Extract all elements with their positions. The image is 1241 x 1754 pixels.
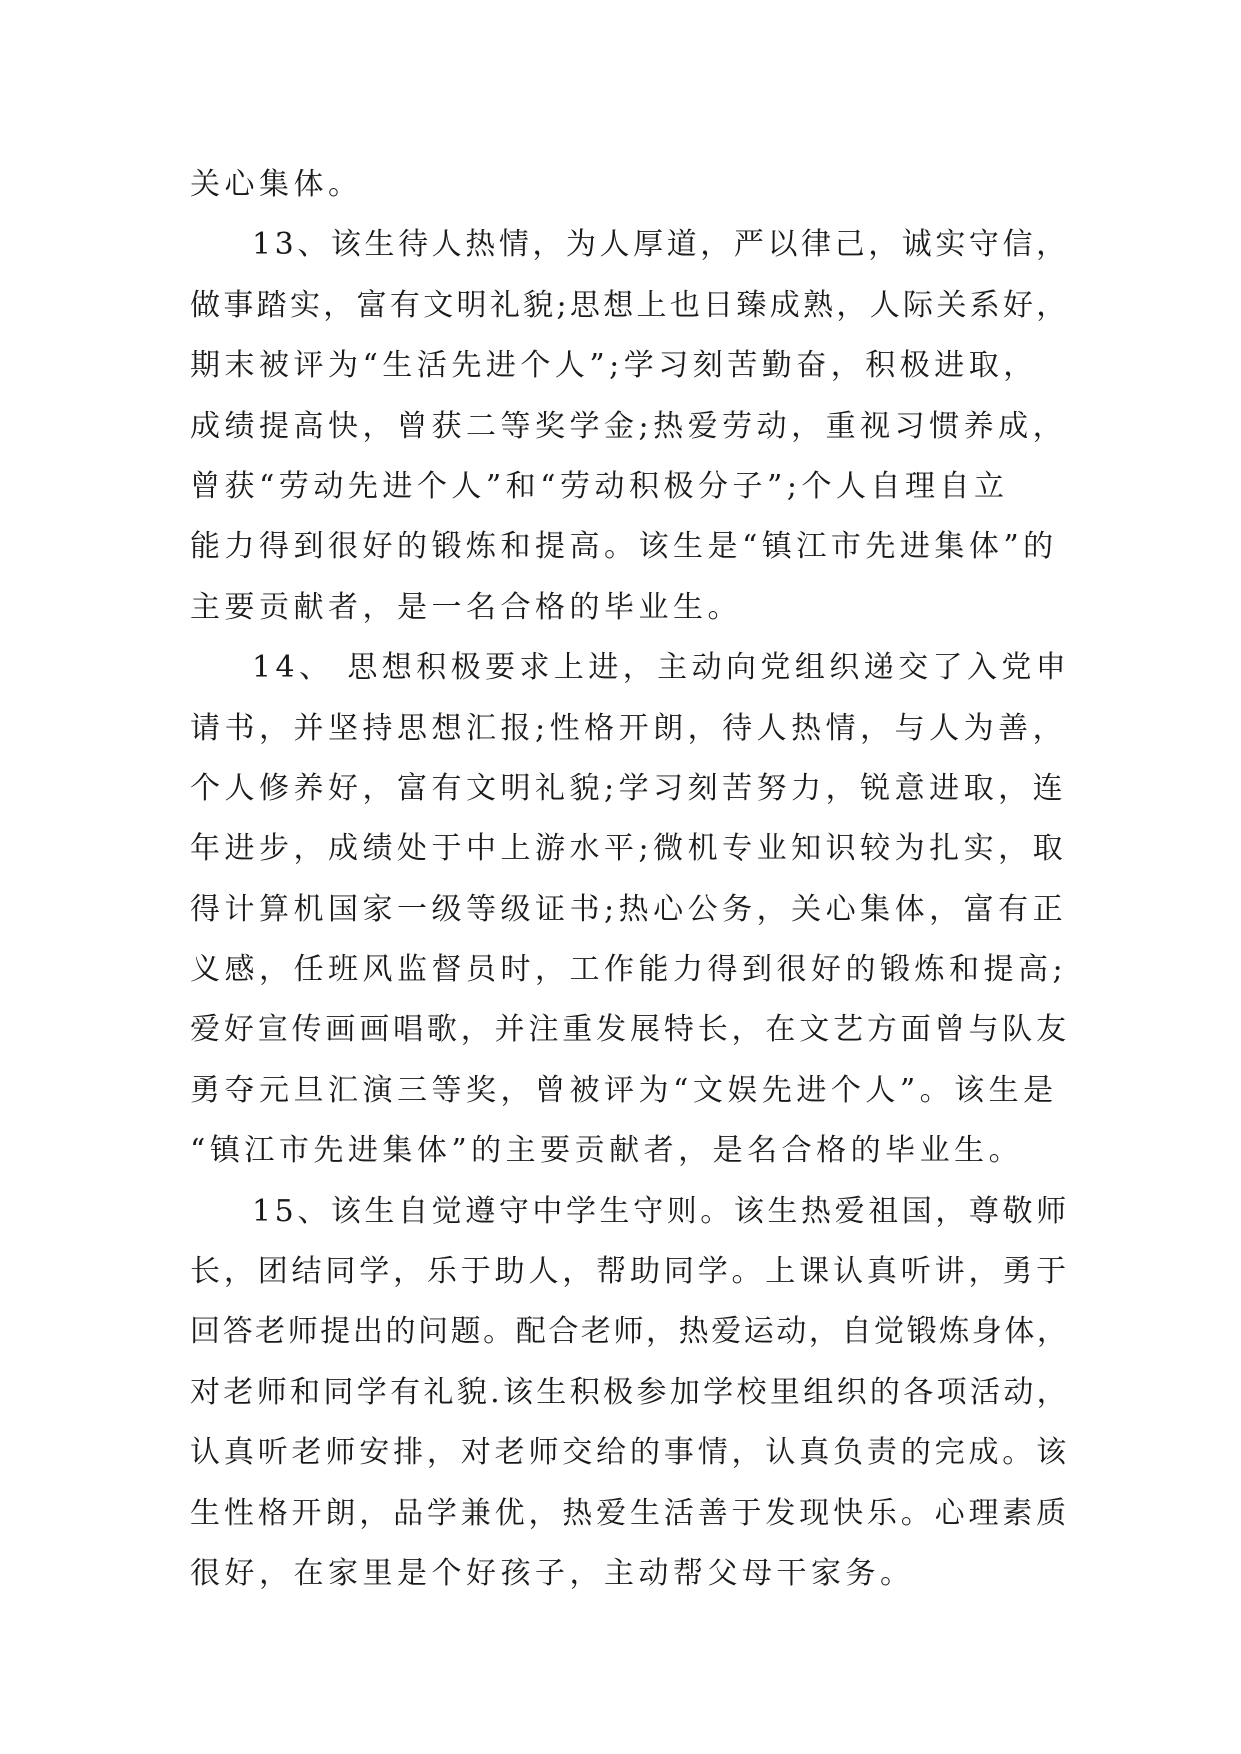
text-line: 义感，任班风监督员时，工作能力得到很好的锻炼和提高; [190, 952, 1068, 988]
text-line: 回答老师提出的问题。配合老师，热爱运动，自觉锻炼身体， [190, 1314, 1070, 1350]
text-line: 得计算机国家一级等级证书;热心公务，关心集体，富有正 [190, 891, 1068, 927]
paragraph-first-line: 13、该生待人热情，为人厚道，严以律己，诚实守信， [252, 227, 1070, 263]
body-text [190, 155, 1070, 1604]
text-line: 成绩提高快，曾获二等奖学金;热爱劳动，重视习惯养成， [190, 408, 1068, 444]
text-line: 年进步，成绩处于中上游水平;微机专业知识较为扎实，取 [190, 831, 1068, 867]
text-line: 长，团结同学，乐于助人，帮助同学。上课认真听讲，勇于 [190, 1254, 1070, 1290]
text-line: 关心集体。 [190, 167, 363, 202]
paragraph-first-line: 14、 思想积极要求上进，主动向党组织递交了入党申 [252, 650, 1071, 686]
text-line: 对老师和同学有礼貌.该生积极参加学校里组织的各项活动， [190, 1374, 1071, 1410]
text-line: 曾获“劳动先进个人”和“劳动积极分子”;个人自理自立 [190, 468, 1009, 504]
text-line: 主要贡献者，是一名合格的毕业生。 [190, 589, 742, 625]
text-line: 爱好宣传画画唱歌，并注重发展特长，在文艺方面曾与队友 [190, 1012, 1070, 1048]
text-line: 请书，并坚持思想汇报;性格开朗，待人热情，与人为善， [190, 710, 1068, 746]
text-line: 期末被评为“生活先进个人”;学习刻苦勤奋，积极进取， [190, 348, 1038, 384]
text-line: 很好，在家里是个好孩子，主动帮父母干家务。 [190, 1555, 915, 1591]
paragraph-first-line: 15、该生自觉遵守中学生守则。该生热爱祖国，尊敬师 [252, 1193, 1070, 1229]
text-line: 能力得到很好的锻炼和提高。该生是“镇江市先进集体”的 [190, 529, 1058, 565]
text-line: 勇夺元旦汇演三等奖，曾被评为“文娱先进个人”。该生是 [190, 1072, 1058, 1108]
text-line: 个人修养好，富有文明礼貌;学习刻苦努力，锐意进取，连 [190, 770, 1068, 806]
text-line: “镇江市先进集体”的主要贡献者，是名合格的毕业生。 [190, 1133, 1024, 1169]
text-line: 认真听老师安排，对老师交给的事情，认真负责的完成。该 [190, 1435, 1070, 1471]
text-line: 做事踏实，富有文明礼貌;思想上也日臻成熟，人际关系好， [190, 287, 1070, 323]
text-line: 生性格开朗，品学兼优，热爱生活善于发现快乐。心理素质 [190, 1495, 1070, 1531]
